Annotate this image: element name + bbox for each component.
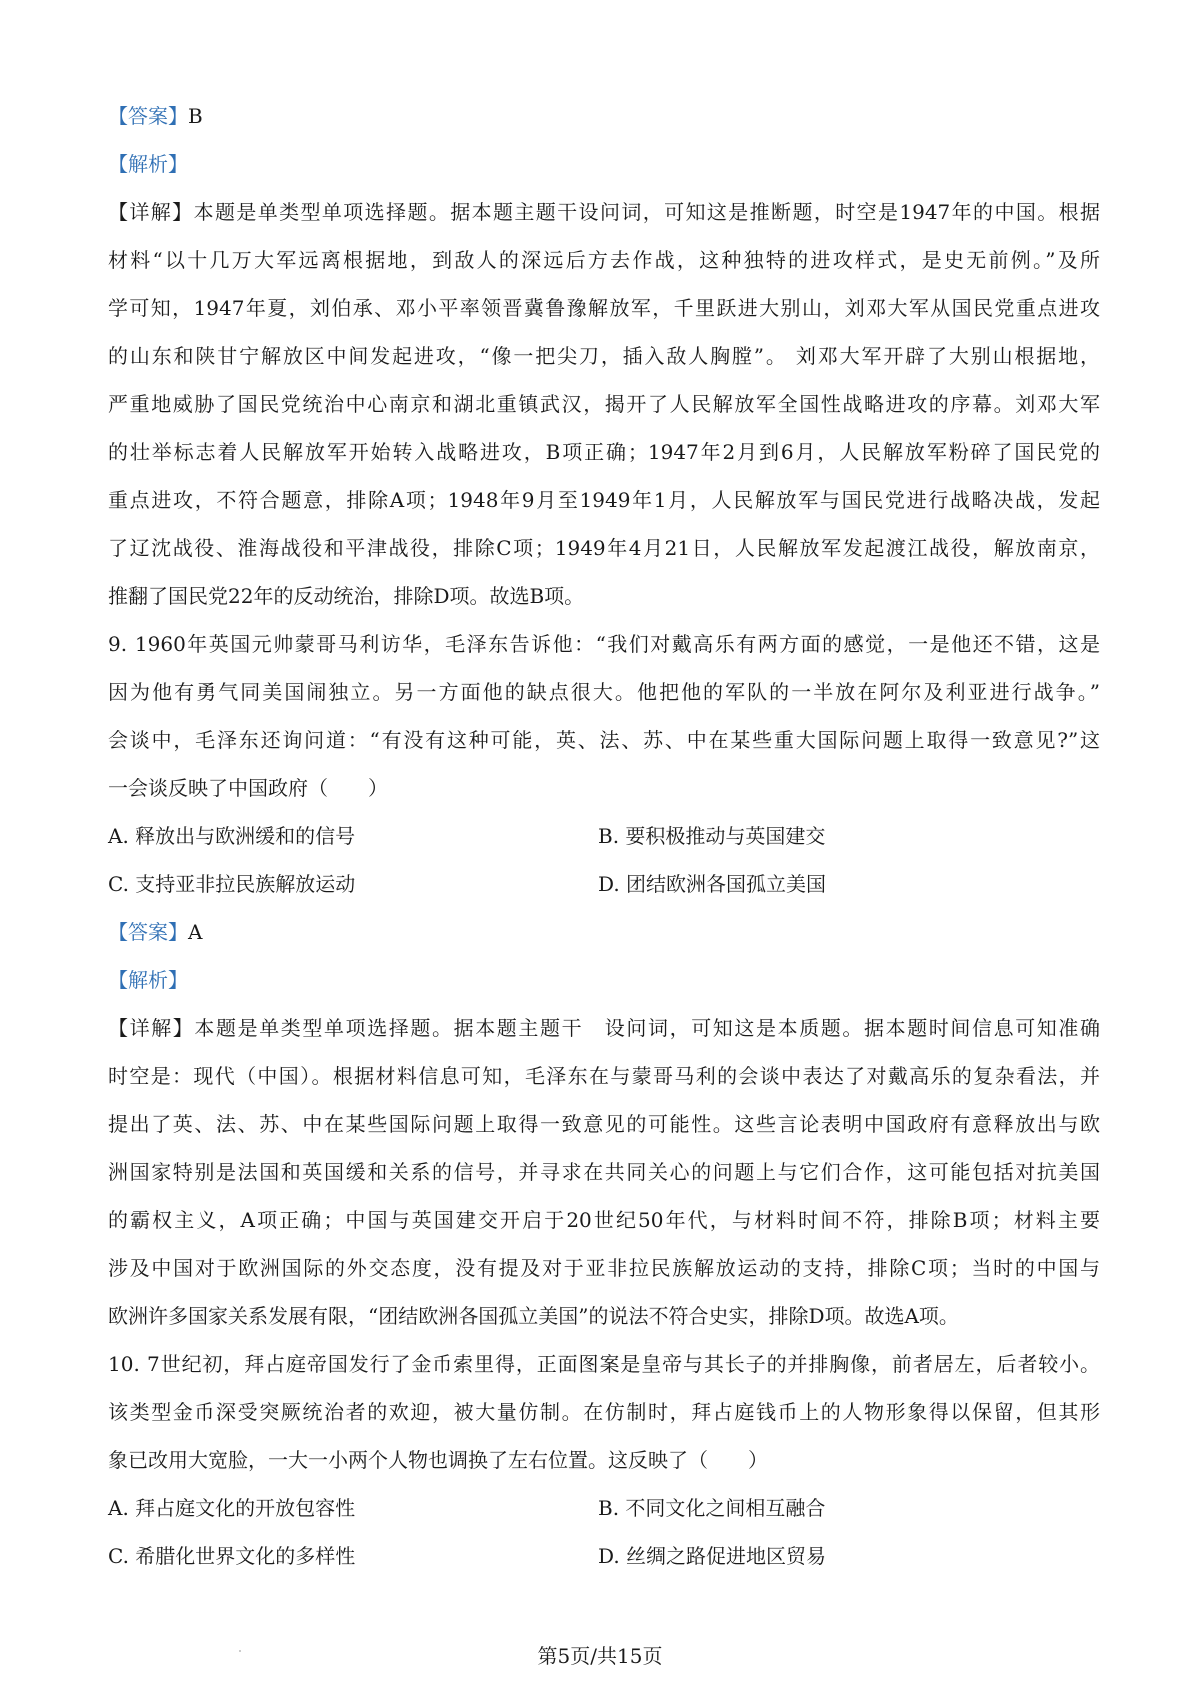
q10-option-c: C. 希腊化世界文化的多样性 [108,1544,356,1568]
q8-detail-line-1 [108,188,1100,236]
detail-text: 本题是单类型单项选择题。据本题主题干设问词，可知这是推断题，时空是1947年的中国。根据 [193,200,1100,224]
q10-option-a: A. 拜占庭文化的开放包容性 [108,1496,356,1520]
q9-detail-line-4: 洲国家特别是法国和英国缓和关系的信号，并寻求在共同关心的问题上与它们合作，这可能包括对抗美国 [108,1160,1100,1184]
q8-detail-line-8: 了辽沈战役、淮海战役和平津战役，排除C项；1949年4月21日，人民解放军发起渡江战役，解放南京， [108,536,1100,560]
q10-stem-line-2: 该类型金币深受突厥统治者的欢迎，被大量仿制。在仿制时，拜占庭钱币上的人物形象得以保留，但其形 [108,1400,1100,1424]
q8-detail-line-9: 推翻了国民党22年的反动统治，排除D项。故选B项。 [108,584,585,608]
q8-detail-line-7: 重点进攻，不符合题意，排除A项；1948年9月至1949年1月，人民解放军与国民党进行战略决战，发起 [108,488,1100,512]
detail-label: 【详解】 [108,200,194,224]
q9-options-row-1 [108,812,1100,860]
q9-stem-line-4: 一会谈反映了中国政府（ ） [108,776,388,800]
analysis-label: 【解析】 [108,152,188,176]
q9-detail-line-1 [108,1004,1100,1052]
answer-label: 【答案】 [108,920,188,944]
q8-detail-line-6: 的壮举标志着人民解放军开始转入战略进攻，B项正确；1947年2月到6月，人民解放军粉碎了国民党的 [108,440,1100,464]
q9-detail-line-5: 的霸权主义，A项正确；中国与英国建交开启于20世纪50年代，与材料时间不符，排除B项；材料主要 [108,1208,1100,1232]
q9-option-c: C. 支持亚非拉民族解放运动 [108,872,356,896]
detail-label: 【详解】 [108,1016,195,1040]
page-content [108,92,1100,1580]
q9-detail-line-6: 涉及中国对于欧洲国际的外交态度，没有提及对于亚非拉民族解放运动的支持，排除C项；当时的中国与 [108,1256,1100,1280]
q9-detail-line-3: 提出了英、法、苏、中在某些国际问题上取得一致意见的可能性。这些言论表明中国政府有意释放出与欧 [108,1112,1100,1136]
q10-stem-line-3: 象已改用大宽脸，一大一小两个人物也调换了左右位置。这反映了（ ） [108,1448,768,1472]
q9-analysis-label [108,956,1100,1004]
q9-stem-line-2: 因为他有勇气同美国闹独立。另一方面他的缺点很大。他把他的军队的一半放在阿尔及利亚进行战争。” [108,680,1100,704]
q9-options-row-2 [108,860,1100,908]
q9-option-d: D. 团结欧洲各国孤立美国 [598,872,827,896]
q8-detail-line-2: 材料“以十几万大军远离根据地，到敌人的深远后方去作战，这种独特的进攻样式，是史无前例。”及所 [108,248,1100,272]
q10-options-row-1 [108,1484,1100,1532]
q9-stem-line-1: 9. 1960年英国元帅蒙哥马利访华，毛泽东告诉他：“我们对戴高乐有两方面的感觉，一是他还不错，这是 [108,632,1100,656]
q8-analysis-label [108,140,1100,188]
q9-detail-line-7: 欧洲许多国家关系发展有限，“团结欧洲各国孤立美国”的说法不符合史实，排除D项。故选A项。 [108,1304,959,1328]
answer-label: 【答案】 [108,104,188,128]
q9-stem-line-3: 会谈中，毛泽东还询问道：“有没有这种可能，英、法、苏、中在某些重大国际问题上取得一致意见?”这 [108,728,1100,752]
q9-answer [108,908,1100,956]
q8-detail-line-4: 的山东和陕甘宁解放区中间发起进攻，“像一把尖刀，插入敌人胸膛”。 刘邓大军开辟了大别山根据地， [108,344,1100,368]
q8-answer [108,92,1100,140]
q9-option-a: A. 释放出与欧洲缓和的信号 [108,824,356,848]
q9-detail-line-2: 时空是：现代（中国）。根据材料信息可知，毛泽东在与蒙哥马利的会谈中表达了对戴高乐的复杂看法，并 [108,1064,1100,1088]
q10-option-b: B. 不同文化之间相互融合 [598,1496,826,1520]
q10-option-d: D. 丝绸之路促进地区贸易 [598,1544,827,1568]
q8-detail-line-3: 学可知，1947年夏，刘伯承、邓小平率领晋冀鲁豫解放军，千里跃进大别山，刘邓大军从国民党重点进攻 [108,296,1100,320]
q10-stem-line-1: 10. 7世纪初，拜占庭帝国发行了金币索里得，正面图案是皇帝与其长子的并排胸像，前者居左，后者较小。 [108,1352,1100,1376]
detail-text: 本题是单类型单项选择题。据本题主题干 设问词，可知这是本质题。据本题时间信息可知准确 [194,1016,1100,1040]
q8-detail-line-5: 严重地威胁了国民党统治中心南京和湖北重镇武汉，揭开了人民解放军全国性战略进攻的序幕。刘邓大军 [108,392,1100,416]
analysis-label: 【解析】 [108,968,188,992]
page-number: 第5页/共15页 [537,1644,663,1668]
answer-value: A [188,920,203,944]
answer-value: B [188,104,203,128]
q9-option-b: B. 要积极推动与英国建交 [598,824,826,848]
q10-options-row-2 [108,1532,1100,1580]
